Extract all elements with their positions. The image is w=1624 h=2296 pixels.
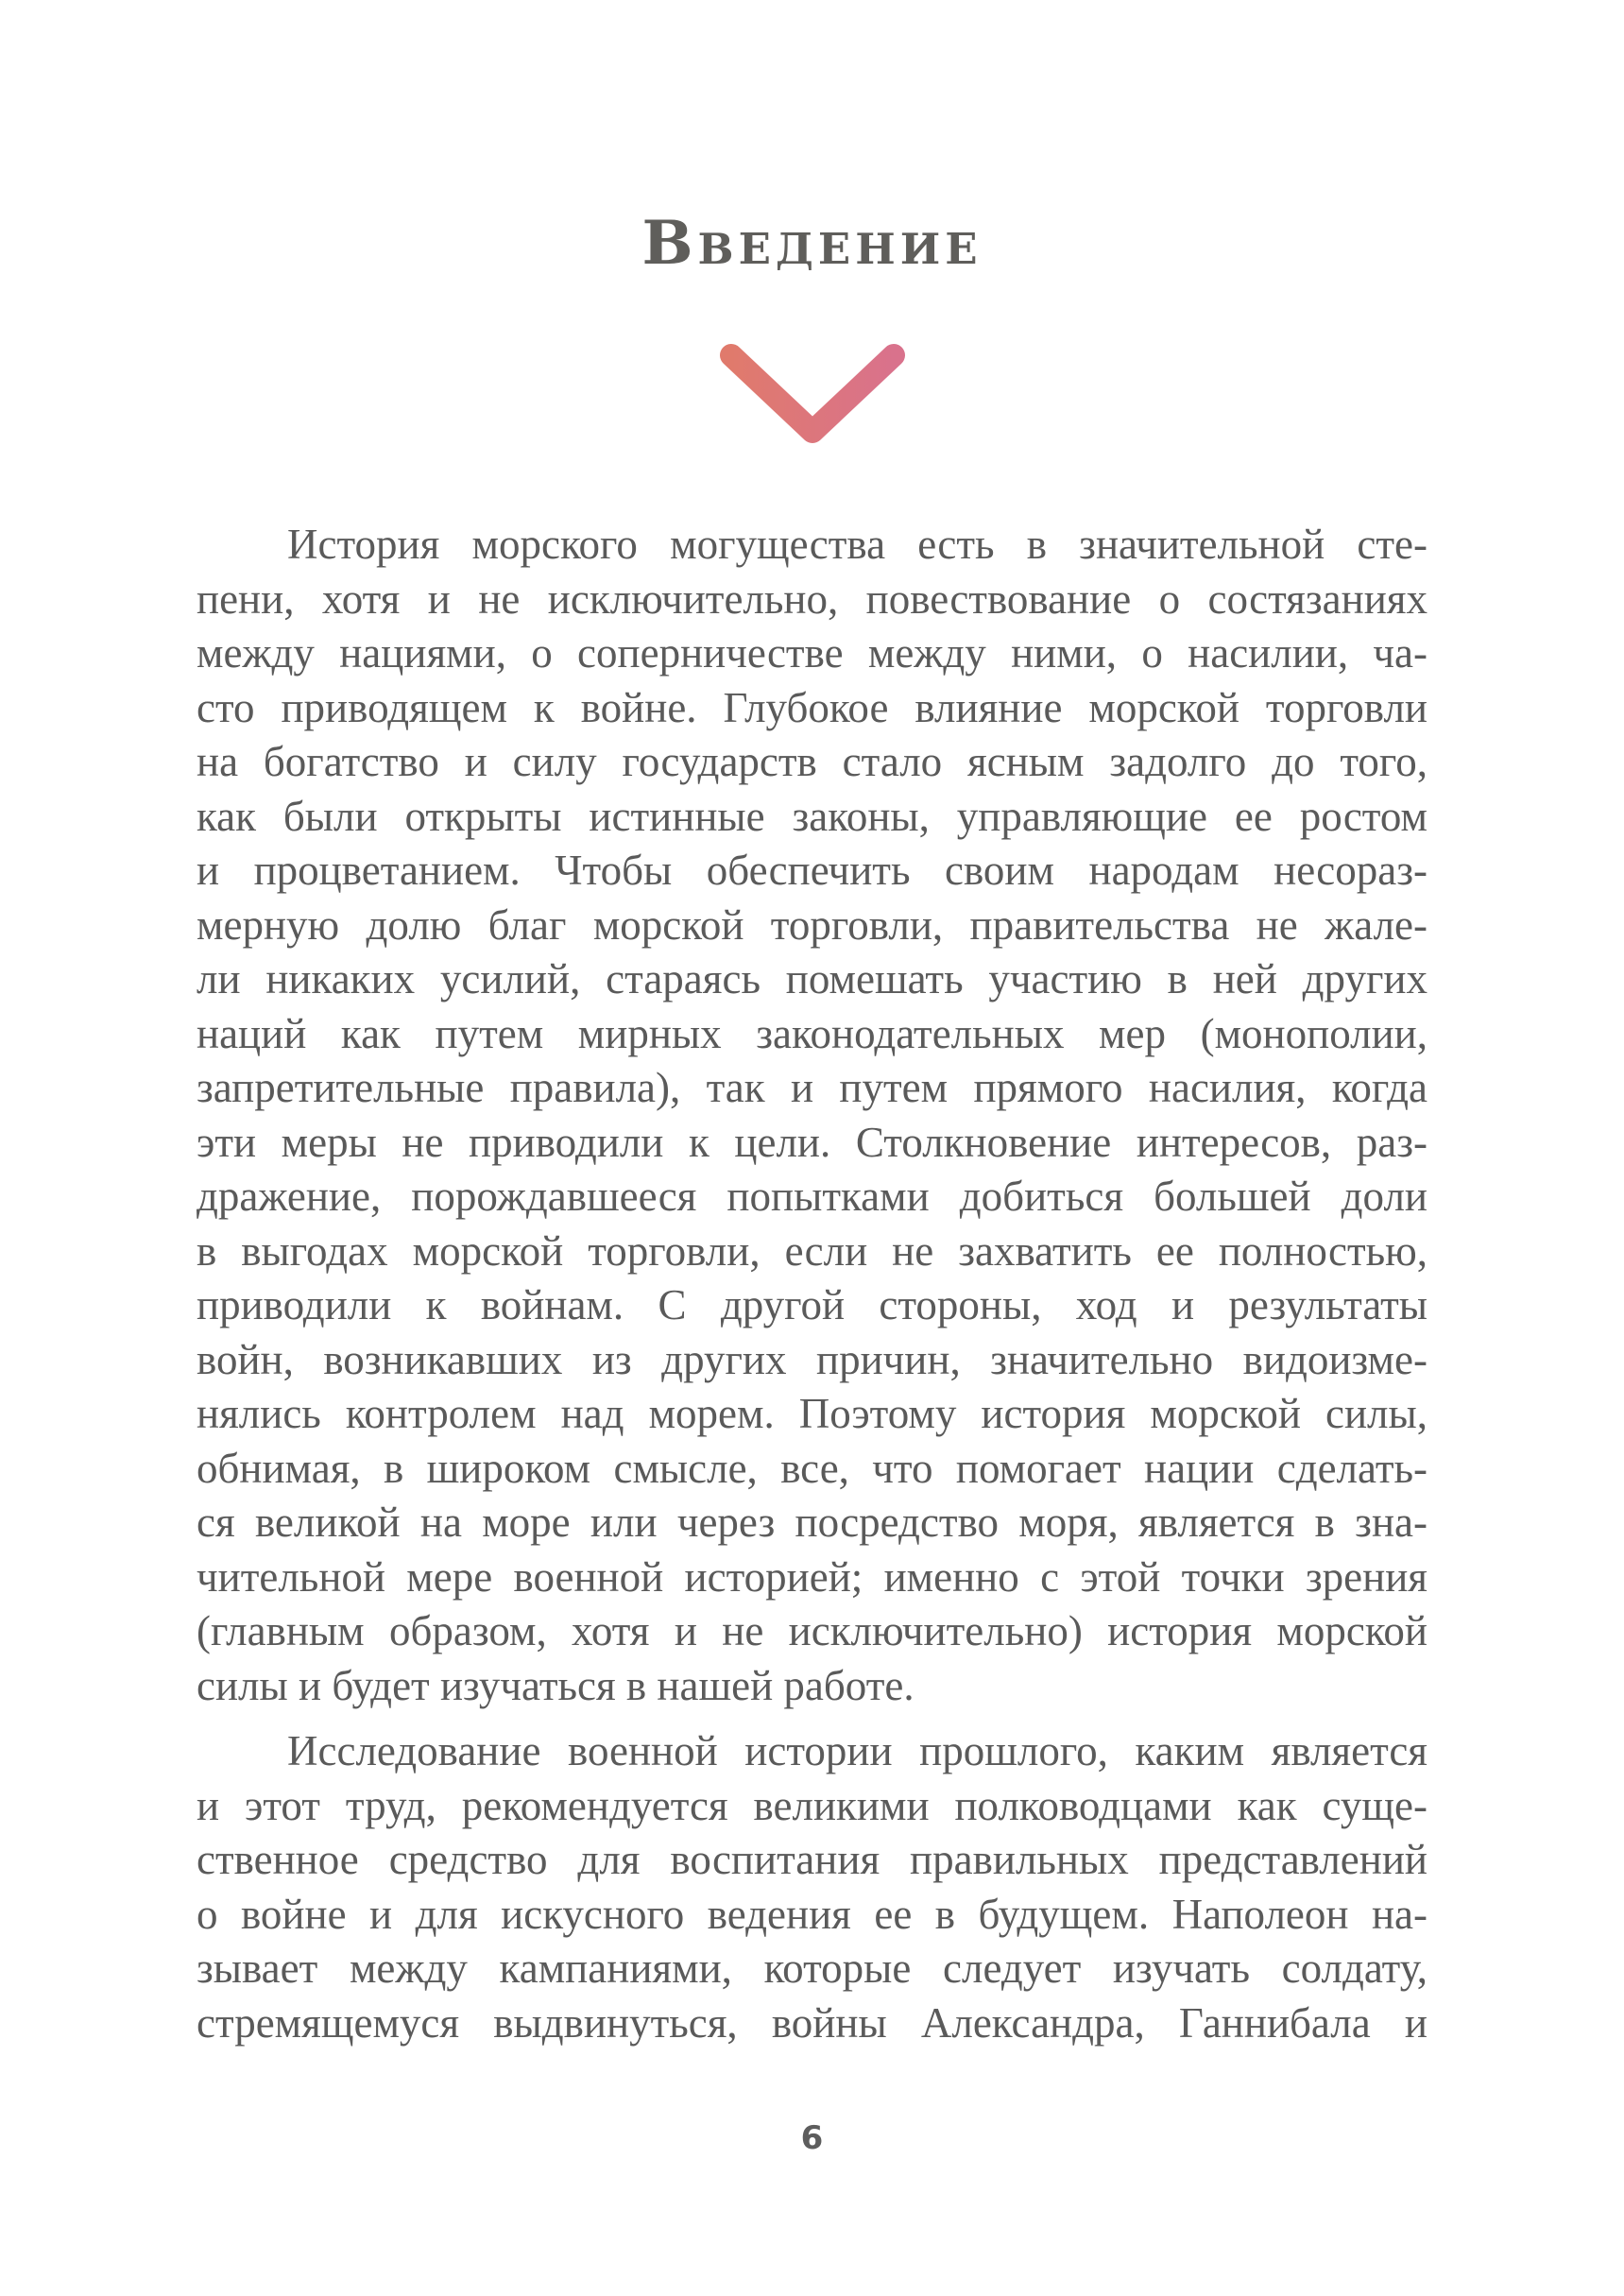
text-line: о войне и для искусного ведения ее в будущем. Наполеон на- <box>197 1890 1427 1938</box>
text-line: и этот труд, рекомендуется великими полководцами как суще- <box>197 1781 1427 1829</box>
text-line: силы и будет изучаться в нашей работе. <box>197 1661 915 1709</box>
text-line: на богатство и силу государств стало ясным задолго до того, <box>197 738 1427 785</box>
text-line: зывает между кампаниями, которые следует изучать солдату, <box>197 1945 1427 1992</box>
text-line: нялись контролем над морем. Поэтому история морской силы, <box>197 1390 1427 1437</box>
page-number: 6 <box>800 2119 824 2157</box>
text-line: запретительные правила), так и путем прямого насилия, когда <box>197 1064 1427 1111</box>
chevron-down-icon <box>718 342 907 455</box>
body-text <box>197 518 1427 2050</box>
text-line: наций как путем мирных законодательных мер (монополии, <box>197 1009 1427 1057</box>
text-line: Исследование военной истории прошлого, каким является <box>287 1727 1427 1774</box>
text-line: войн, возникавших из других причин, значительно видоизме- <box>197 1335 1427 1383</box>
text-line: обнимая, в широком смысле, все, что помогает нации сделать- <box>197 1444 1427 1492</box>
text-line: дражение, порождавшееся попытками добиться большей доли <box>197 1173 1427 1220</box>
text-line: чительной мере военной историей; именно с этой точки зрения <box>197 1552 1427 1601</box>
text-line: ли никаких усилий, стараясь помешать участию в ней других <box>197 955 1427 1002</box>
text-line: ся великой на море или через посредство моря, является в зна- <box>197 1499 1427 1546</box>
text-line: между нациями, о соперничестве между ними, о насилии, ча- <box>197 629 1427 677</box>
text-line: в выгодах морской торговли, если не захватить ее полностью, <box>197 1226 1427 1275</box>
text-line: пени, хотя и не исключительно, повествование о состязаниях <box>197 574 1427 623</box>
paragraph-2 <box>197 1724 1427 2050</box>
text-line: ственное средство для воспитания правильных представлений <box>197 1836 1427 1883</box>
text-line: и процветанием. Чтобы обеспечить своим народам несораз- <box>197 847 1427 894</box>
text-line: История морского могущества есть в значительной сте- <box>287 521 1427 568</box>
text-line: (главным образом, хотя и не исключительно) история морской <box>197 1607 1427 1654</box>
text-line: эти меры не приводили к цели. Столкновение интересов, раз- <box>197 1118 1427 1166</box>
text-line: приводили к войнам. С другой стороны, ход и результаты <box>197 1281 1427 1328</box>
text-line: мерную долю благ морской торговли, правительства не жале- <box>197 900 1427 949</box>
chapter-title: Введение <box>641 208 983 279</box>
paragraph-1 <box>197 518 1427 1713</box>
text-line: сто приводящем к войне. Глубокое влияние морской торговли <box>197 683 1427 731</box>
text-line: стремящемуся выдвинуться, войны Александра, Ганнибала и <box>197 1998 1427 2047</box>
text-line: как были открыты истинные законы, управляющие ее ростом <box>197 792 1427 840</box>
